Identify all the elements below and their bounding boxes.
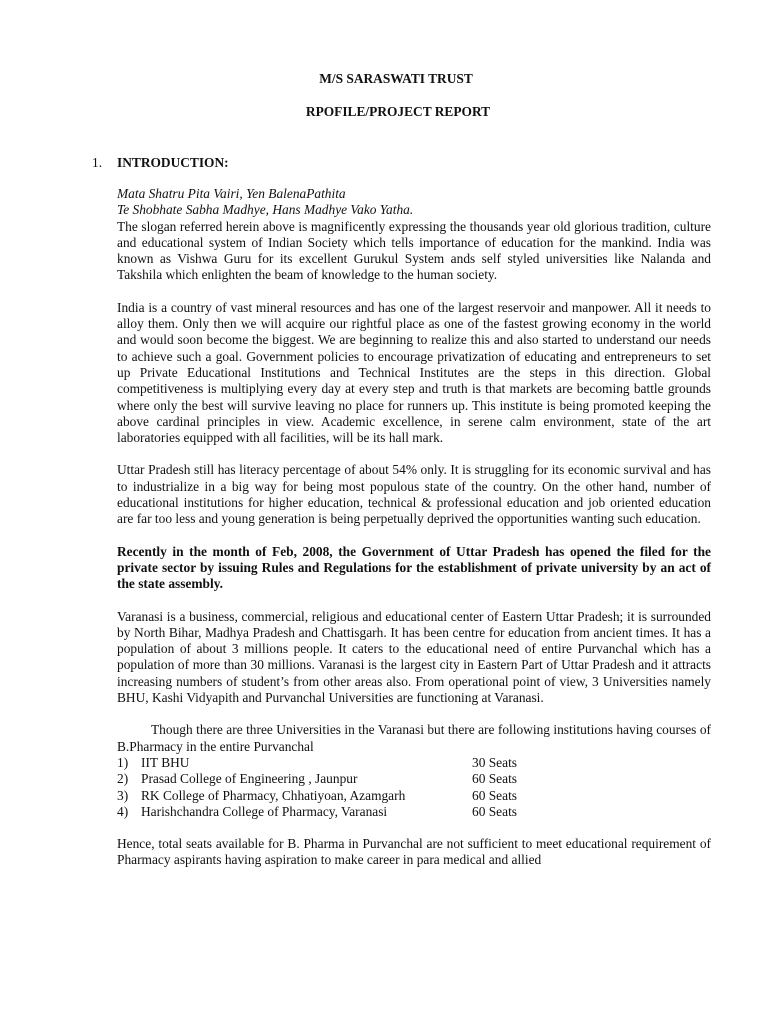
list-item-number: 2)	[117, 771, 129, 787]
list-item-name: Prasad College of Engineering , Jaunpur	[141, 771, 358, 787]
report-title: RPOFILE/PROJECT REPORT	[305, 104, 491, 119]
list-item-name: IIT BHU	[141, 754, 190, 770]
section-body	[117, 186, 711, 869]
paragraph-conclusion: Hence, total seats available for B. Pharma in Purvanchal are not sufficient to meet educational requirement of Pharmacy aspirants having aspiration to make career in para medical and allied	[117, 836, 711, 868]
section-heading	[92, 155, 229, 171]
paragraph-uttar-pradesh: Uttar Pradesh still has literacy percentage of about 54% only. It is struggling for its economic survival and has to industrialize in a big way for being most populous state of the country. On the other hand, number of educational institutions for higher education, technical & professional education and job oriented education are far too less and young generation is being perpetually deprived the opportunities wanting such education.	[117, 462, 711, 527]
paragraph-institutions-intro: Though there are three Universities in the Varanasi but there are following institutions having courses of B.Pharmacy in the entire Purvanchal	[117, 722, 711, 754]
list-item-number: 1)	[117, 754, 129, 770]
verse-line-2: Te Shobhate Sabha Madhye, Hans Madhye Vako Yatha.	[117, 202, 414, 218]
paragraph-slogan: The slogan referred herein above is magnificently expressing the thousands year old glorious tradition, culture and educational system of Indian Society which tells importance of education for the mankind. India was known as Vishwa Guru for its excellent Gurukul System ands self styled universities like Nalanda and Takshila which enlighten the beam of knowledge to the human society.	[117, 218, 711, 283]
list-item-seats: 30 Seats	[472, 754, 518, 770]
verse-line-1: Mata Shatru Pita Vairi, Yen BalenaPathita	[117, 186, 346, 201]
list-item	[117, 755, 711, 771]
list-item-name: Harishchandra College of Pharmacy, Varanasi	[141, 803, 388, 819]
section-number: 1.	[92, 155, 103, 170]
list-item-seats: 60 Seats	[472, 771, 518, 787]
institution-list	[117, 755, 711, 820]
list-item	[117, 804, 711, 820]
list-item	[117, 788, 711, 804]
list-item-name: RK College of Pharmacy, Chhatiyoan, Azamgarh	[141, 787, 406, 803]
paragraph-india: India is a country of vast mineral resources and has one of the largest reservoir and manpower. All it needs to alloy them. Only then we will acquire our rightful place as one of the fastest growing economy in the world and would soon become the biggest. We are beginning to realize this and also started to understand our needs to achieve such a goal. Government policies to encourage privatization of educating and entrepreneurs to set up Private Educational Institutions and Technical Institutes are the steps in this direction. Global competitiveness is multiplying every day at every step and truth is that markets are becoming battle grounds where only the best will survive leaving no place for runners up. This institute is being promoted keeping the above cardinal principles in view. Academic excellence, in serene calm environment, state of the art laboratories equipped with all facilities, will be its hall mark.	[117, 299, 711, 446]
paragraph-government-notice: Recently in the month of Feb, 2008, the Government of Uttar Pradesh has opened the filed for the private sector by issuing Rules and Regulations for the establishment of private university by an act of the state assembly.	[117, 543, 711, 592]
list-item-seats: 60 Seats	[472, 803, 518, 819]
paragraph-varanasi: Varanasi is a business, commercial, religious and educational center of Eastern Uttar Pradesh; it is surrounded by North Bihar, Madhya Pradesh and Chattisgarh. It has been centre for education from ancient times. It has a population of about 3 millions people. It caters to the educational need of entire Purvanchal which has a population of more than 30 millions. Varanasi is the largest city in Eastern Part of Uttar Pradesh and it attracts increasing numbers of student’s from other areas also. From operational point of view, 3 Universities namely BHU, Kashi Vidyapith and Purvanchal Universities are functioning at Varanasi.	[117, 608, 711, 706]
list-item-seats: 60 Seats	[472, 787, 518, 803]
organization-title: M/S SARASWATI TRUST	[319, 71, 473, 86]
list-item-number: 4)	[117, 803, 129, 819]
list-item-number: 3)	[117, 787, 129, 803]
section-title: INTRODUCTION:	[117, 155, 229, 170]
list-item	[117, 771, 711, 787]
